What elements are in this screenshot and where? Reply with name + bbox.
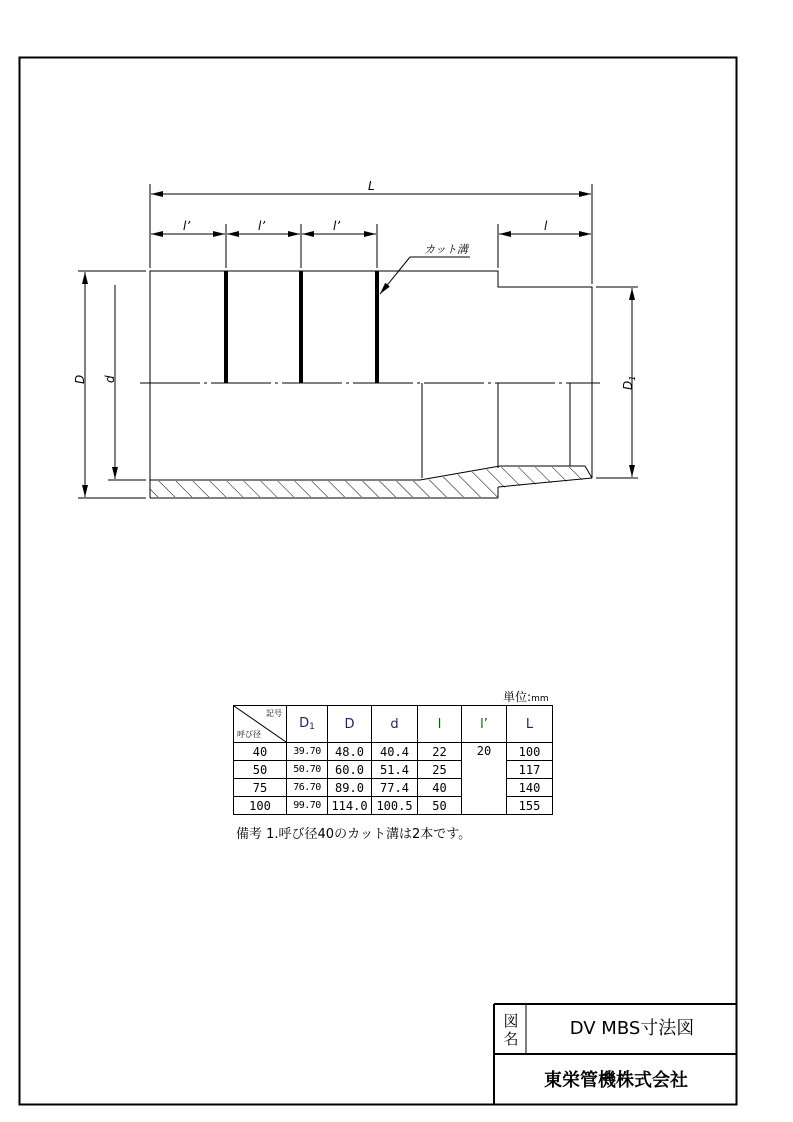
drawing-title: DV MBS寸法図	[569, 1018, 695, 1039]
cell-d: 77.4	[372, 779, 418, 797]
dim-L-label: L	[368, 179, 375, 193]
sheet-border	[20, 58, 737, 1105]
svg-text:D1: $D_1$	[621, 375, 637, 390]
cell-d: 40.4	[372, 743, 418, 761]
cell-l: 40	[418, 779, 462, 797]
header-L: L	[507, 706, 553, 743]
dimension-D	[78, 271, 146, 498]
header-D: D	[328, 706, 372, 743]
cell-L: 155	[507, 797, 553, 815]
table-row	[234, 743, 553, 761]
table-header-row	[234, 706, 553, 743]
cell-D1: 76.70	[287, 779, 328, 797]
dim-l-prime-label-2: l’	[258, 219, 266, 233]
cell-l: 22	[418, 743, 462, 761]
title-block-label: 図 名	[503, 1012, 519, 1048]
dimension-table	[233, 705, 553, 815]
cell-D1: 99.70	[287, 797, 328, 815]
cell-d: 51.4	[372, 761, 418, 779]
header-d: d	[372, 706, 418, 743]
corner-symbol-label: 記号	[266, 709, 282, 718]
cell-l-prime: 20	[462, 743, 507, 815]
cell-D: 114.0	[328, 797, 372, 815]
header-l: l	[418, 706, 462, 743]
cell-L: 100	[507, 743, 553, 761]
cell-D1: 50.70	[287, 761, 328, 779]
header-D1: D1	[287, 706, 328, 743]
dim-l-label: l	[544, 219, 548, 233]
corner-cell	[234, 706, 287, 743]
cell-L: 140	[507, 779, 553, 797]
dim-l-prime-label-3: l’	[333, 219, 341, 233]
cell-nominal: 75	[234, 779, 287, 797]
dim-d-label: d	[103, 375, 117, 383]
cell-nominal: 50	[234, 761, 287, 779]
cell-l: 25	[418, 761, 462, 779]
table-note: 備考 1.呼び径40のカット溝は2本です。	[236, 827, 472, 842]
cut-groove-label: カット溝	[424, 243, 468, 256]
cut-grooves	[226, 271, 377, 383]
company-name: 東栄管機株式会社	[544, 1070, 688, 1091]
dim-l-prime-label-1: l’	[183, 219, 191, 233]
unit-value: mm	[531, 694, 549, 704]
unit-text: 単位	[503, 690, 528, 704]
cell-l: 50	[418, 797, 462, 815]
cell-D: 48.0	[328, 743, 372, 761]
cell-d: 100.5	[372, 797, 418, 815]
cut-groove-leader	[380, 257, 470, 294]
wall-section-hatch	[150, 467, 592, 497]
cell-D: 60.0	[328, 761, 372, 779]
cell-D: 89.0	[328, 779, 372, 797]
cell-D1: 39.70	[287, 743, 328, 761]
pipe-drawing	[140, 271, 600, 498]
cell-L: 117	[507, 761, 553, 779]
cell-nominal: 40	[234, 743, 287, 761]
cell-nominal: 100	[234, 797, 287, 815]
corner-nominal-label: 呼び径	[237, 730, 261, 739]
unit-label: 単位:mm	[503, 690, 549, 704]
dim-D1-label	[621, 376, 637, 390]
header-l-prime: l’	[462, 706, 507, 743]
dim-D-label: D	[73, 374, 87, 384]
